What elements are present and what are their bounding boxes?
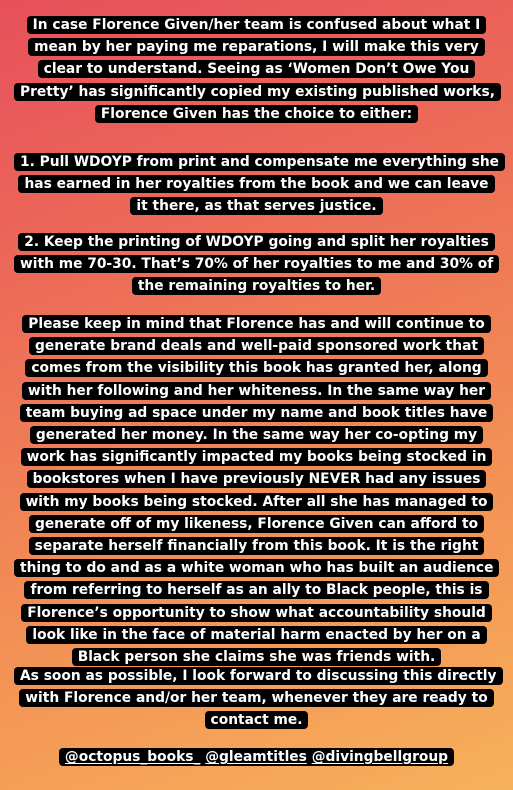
story-paragraph-option-2 [14,231,499,298]
story-paragraph-intro [14,14,499,125]
paragraph-text: Please keep in mind that Florence has and will continue to generate brand deals and well-paid sponsored work that comes from the visibility this book has granted her, along with her following and her whiteness. In the same way her team buying ad space under my name and book titles have generated her money. In the same way her co-opting my work has significantly impacted my books being stocked in bookstores when I have previously NEVER had any issues with my books being stocked. After all she has managed to generate off of my likeness, Florence Given can afford to separate herself financially from this book. It is the right thing to do and as a white woman who has built an audience from referring to herself as an ally to Black people, this is Florence’s opportunity to show what accountability should look like in the face of material harm enacted by her on a Black person she claims she was friends with. [14,315,499,666]
mention-gleamtitles[interactable]: @gleamtitles [205,749,307,765]
mention-tags [14,746,499,768]
paragraph-text: As soon as possible, I look forward to discussing this directly with Florence and/or her team, whenever they are ready to contact me. [14,667,503,729]
story-paragraph-option-1 [14,151,499,218]
story-paragraph-closing [14,665,499,732]
paragraph-text: In case Florence Given/her team is confused about what I mean by her paying me reparations, I will make this very clear to understand. Seeing as ‘Women Don’t Owe You Pretty’ has significantly copied my existing published works, Florence Given has the choice to either: [14,16,501,123]
paragraph-text: 1. Pull WDOYP from print and compensate me everything she has earned in her royalties from the book and we can leave it there, as that serves justice. [14,153,505,215]
mention-tags-bar [59,748,454,766]
paragraph-text: 2. Keep the printing of WDOYP going and split her royalties with me 70-30. That’s 70% of her royalties to me and 30% of the remaining royalties to her. [14,233,499,295]
mention-octopus-books[interactable]: @octopus_books_ [64,749,201,765]
story-paragraph-explanation [14,313,499,668]
mention-divingbellgroup[interactable]: @divingbellgroup [311,749,449,765]
